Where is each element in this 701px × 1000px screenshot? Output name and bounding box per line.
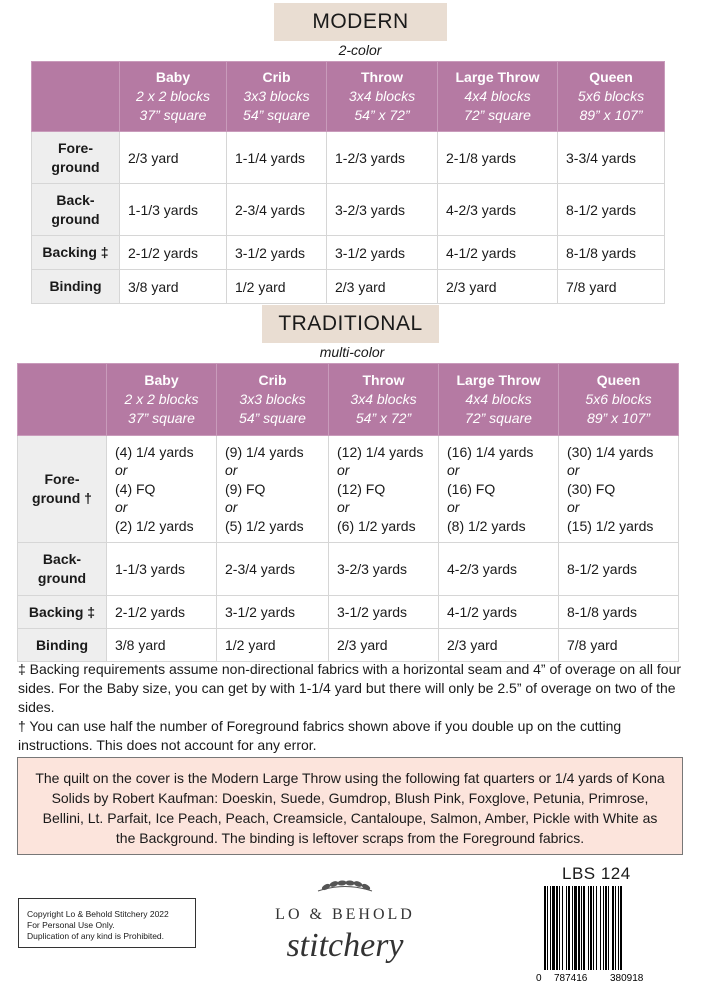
barcode-bar bbox=[608, 886, 609, 970]
table-cell: 8-1/8 yards bbox=[559, 596, 679, 629]
table-cell: 4-1/2 yards bbox=[439, 596, 559, 629]
quantity-text: (9) 1/4 yards bbox=[225, 443, 304, 460]
copyright-line: Copyright Lo & Behold Stitchery 2022 bbox=[27, 909, 169, 919]
table-cell: 4-2/3 yards bbox=[439, 543, 559, 596]
modern-header-corner bbox=[32, 62, 120, 132]
quantity-text: (9) FQ bbox=[225, 480, 266, 497]
or-text: or bbox=[115, 499, 128, 516]
or-text: or bbox=[567, 462, 580, 479]
table-cell: 2-1/8 yards bbox=[438, 132, 558, 184]
or-text: or bbox=[337, 462, 350, 479]
barcode-bar bbox=[559, 886, 560, 970]
barcode-bar bbox=[566, 886, 567, 970]
barcode-bar bbox=[615, 886, 616, 970]
column-size: 37” square bbox=[128, 410, 195, 426]
table-cell: 8-1/2 yards bbox=[558, 184, 665, 236]
quantity-text: (2) 1/2 yards bbox=[115, 517, 194, 534]
table-cell: 1/2 yard bbox=[227, 270, 327, 304]
traditional-header-corner bbox=[18, 364, 107, 436]
barcode-bar bbox=[590, 886, 592, 970]
traditional-header-large-throw bbox=[439, 364, 559, 436]
barcode-bar bbox=[618, 886, 619, 970]
barcode-digit-left: 0 bbox=[536, 973, 542, 984]
table-cell: 8-1/8 yards bbox=[558, 236, 665, 270]
laurel-icon bbox=[318, 881, 372, 891]
modern-header-throw bbox=[327, 62, 438, 132]
backing-footnote: ‡ Backing requirements assume non-directional fabrics with a horizontal seam and 4” of overage on all four sides. For the Baby size, you can get by with 1-1/4 yard but there will only be 2.5” of overage on two of the sides. bbox=[18, 661, 682, 715]
column-blocks: 3x3 blocks bbox=[239, 391, 306, 407]
cover-quilt-note: The quilt on the cover is the Modern Large Throw using the following fat quarters or 1/4 yards of Kona Solids by Robert Kaufman: Doeskin, Suede, Gumdrop, Blush Pink, Foxglove, Petunia, Primrose, Bellini, Lt. Parfait, Ice Peach, Peach, Creamsicle, Cantaloupe, Salmon, Amber, Pickle with White as the Background. The binding is leftover scraps from the Foreground fabrics. bbox=[17, 757, 683, 855]
table-row bbox=[32, 132, 665, 184]
barcode bbox=[534, 884, 668, 984]
quantity-text: (4) FQ bbox=[115, 480, 156, 497]
traditional-title: TRADITIONAL bbox=[262, 305, 439, 343]
column-blocks: 5x6 blocks bbox=[577, 88, 645, 104]
row-label: Backing ‡ bbox=[32, 236, 120, 270]
barcode-bar bbox=[547, 886, 548, 970]
column-size: 37” square bbox=[139, 107, 207, 123]
table-cell: 3-1/2 yards bbox=[227, 236, 327, 270]
table-cell: 2/3 yard bbox=[329, 629, 439, 662]
foreground-footnote: † You can use half the number of Foreground fabrics shown above if you double up on the cutting instructions. This does not account for any error. bbox=[18, 718, 622, 753]
column-size: 54” square bbox=[243, 107, 310, 123]
column-size: 89” x 107” bbox=[586, 410, 651, 426]
logo-brand: LO & BEHOLD bbox=[275, 906, 415, 923]
table-row bbox=[32, 270, 665, 304]
row-label: Back- ground bbox=[32, 184, 120, 236]
table-cell: 3/8 yard bbox=[120, 270, 227, 304]
table-cell: 1-1/4 yards bbox=[227, 132, 327, 184]
traditional-header-crib bbox=[217, 364, 329, 436]
column-size: 72” square bbox=[464, 107, 531, 123]
column-blocks: 2 x 2 blocks bbox=[124, 391, 199, 407]
column-name: Baby bbox=[155, 69, 191, 85]
traditional-header-row bbox=[18, 364, 679, 436]
barcode-bars bbox=[544, 886, 622, 970]
column-blocks: 3x4 blocks bbox=[350, 391, 417, 407]
table-row bbox=[32, 236, 665, 270]
barcode-bar bbox=[600, 886, 601, 970]
column-blocks: 3x4 blocks bbox=[348, 88, 416, 104]
table-cell: 3-1/2 yards bbox=[327, 236, 438, 270]
column-blocks: 2 x 2 blocks bbox=[136, 88, 210, 104]
barcode-digits-right: 380918 bbox=[610, 973, 644, 984]
row-label: Backing ‡ bbox=[18, 596, 107, 629]
quantity-text: (16) 1/4 yards bbox=[447, 443, 534, 460]
quantity-text: (12) FQ bbox=[337, 480, 386, 497]
modern-header-large-throw bbox=[438, 62, 558, 132]
table-cell bbox=[217, 436, 329, 543]
modern-header-row bbox=[32, 62, 665, 132]
barcode-bar bbox=[556, 886, 558, 970]
table-cell: 2-3/4 yards bbox=[217, 543, 329, 596]
or-text: or bbox=[337, 499, 350, 516]
barcode-bar bbox=[552, 886, 555, 970]
column-name: Queen bbox=[596, 372, 641, 388]
column-blocks: 3x3 blocks bbox=[243, 88, 310, 104]
column-blocks: 4x4 blocks bbox=[465, 391, 532, 407]
quantity-text: (15) 1/2 yards bbox=[567, 517, 654, 534]
brand-logo bbox=[250, 878, 440, 988]
row-label: Binding bbox=[18, 629, 107, 662]
column-size: 54” square bbox=[239, 410, 306, 426]
row-label: Fore- ground bbox=[32, 132, 120, 184]
copyright-box bbox=[18, 898, 196, 948]
table-row bbox=[18, 543, 679, 596]
barcode-bar bbox=[578, 886, 580, 970]
pattern-code: LBS 124 bbox=[562, 864, 631, 883]
barcode-bar bbox=[605, 886, 607, 970]
table-cell: 4-1/2 yards bbox=[438, 236, 558, 270]
row-label: Binding bbox=[32, 270, 120, 304]
or-text: or bbox=[447, 499, 460, 516]
table-cell: 1-2/3 yards bbox=[327, 132, 438, 184]
modern-subtitle: 2-color bbox=[338, 42, 382, 58]
column-size: 89” x 107” bbox=[579, 107, 643, 123]
or-text: or bbox=[225, 499, 238, 516]
usage-line: For Personal Use Only. bbox=[27, 920, 115, 930]
column-name: Large Throw bbox=[455, 69, 540, 85]
table-cell: 2/3 yard bbox=[439, 629, 559, 662]
table-cell: 2/3 yard bbox=[120, 132, 227, 184]
duplication-line: Duplication of any kind is Prohibited. bbox=[27, 931, 165, 941]
table-cell bbox=[329, 436, 439, 543]
barcode-bar bbox=[544, 886, 546, 970]
table-cell: 3-3/4 yards bbox=[558, 132, 665, 184]
modern-header-baby bbox=[120, 62, 227, 132]
column-blocks: 5x6 blocks bbox=[585, 391, 652, 407]
table-cell bbox=[559, 436, 679, 543]
table-row bbox=[18, 629, 679, 662]
column-name: Crib bbox=[258, 372, 287, 388]
table-cell: 7/8 yard bbox=[558, 270, 665, 304]
column-size: 54” x 72” bbox=[354, 107, 410, 123]
or-text: or bbox=[567, 499, 580, 516]
traditional-table bbox=[17, 363, 679, 662]
column-size: 72” square bbox=[465, 410, 532, 426]
quantity-text: (12) 1/4 yards bbox=[337, 443, 424, 460]
modern-title: MODERN bbox=[274, 3, 447, 41]
barcode-bar bbox=[620, 886, 622, 970]
table-cell: 1/2 yard bbox=[217, 629, 329, 662]
traditional-header-throw bbox=[329, 364, 439, 436]
column-size: 54” x 72” bbox=[355, 410, 412, 426]
row-label: Back- ground bbox=[18, 543, 107, 596]
table-cell: 2-1/2 yards bbox=[120, 236, 227, 270]
barcode-bar bbox=[572, 886, 573, 970]
barcode-bar bbox=[603, 886, 604, 970]
quantity-text: (30) FQ bbox=[567, 480, 616, 497]
column-name: Crib bbox=[262, 69, 291, 85]
table-cell: 7/8 yard bbox=[559, 629, 679, 662]
footnotes bbox=[18, 660, 688, 755]
column-name: Throw bbox=[361, 69, 403, 85]
barcode-bar bbox=[562, 886, 563, 970]
column-blocks: 4x4 blocks bbox=[464, 88, 531, 104]
quantity-text: (6) 1/2 yards bbox=[337, 517, 416, 534]
modern-header-crib bbox=[227, 62, 327, 132]
quantity-text: (5) 1/2 yards bbox=[225, 517, 304, 534]
table-cell: 2/3 yard bbox=[327, 270, 438, 304]
table-row bbox=[18, 436, 679, 543]
barcode-bar bbox=[568, 886, 570, 970]
table-cell bbox=[107, 436, 217, 543]
table-cell: 4-2/3 yards bbox=[438, 184, 558, 236]
barcode-bar bbox=[612, 886, 614, 970]
row-label: Fore- ground † bbox=[18, 436, 107, 543]
barcode-bar bbox=[588, 886, 589, 970]
table-cell: 3-2/3 yards bbox=[327, 184, 438, 236]
table-cell: 2/3 yard bbox=[438, 270, 558, 304]
traditional-subtitle: multi-color bbox=[319, 344, 385, 360]
barcode-bar bbox=[593, 886, 594, 970]
traditional-header-baby bbox=[107, 364, 217, 436]
logo-script: stitchery bbox=[286, 927, 404, 964]
traditional-header-queen bbox=[559, 364, 679, 436]
table-cell: 3-2/3 yards bbox=[329, 543, 439, 596]
quantity-text: (8) 1/2 yards bbox=[447, 517, 526, 534]
quantity-text: (4) 1/4 yards bbox=[115, 443, 194, 460]
barcode-bar bbox=[550, 886, 551, 970]
quantity-text: (16) FQ bbox=[447, 480, 496, 497]
or-text: or bbox=[225, 462, 238, 479]
table-cell: 3-1/2 yards bbox=[329, 596, 439, 629]
barcode-bar bbox=[581, 886, 582, 970]
table-row bbox=[18, 596, 679, 629]
barcode-bar bbox=[583, 886, 585, 970]
column-name: Throw bbox=[362, 372, 405, 388]
table-row bbox=[32, 184, 665, 236]
modern-header-queen bbox=[558, 62, 665, 132]
table-cell: 2-3/4 yards bbox=[227, 184, 327, 236]
barcode-bar bbox=[574, 886, 577, 970]
table-cell: 3/8 yard bbox=[107, 629, 217, 662]
barcode-digits-mid: 787416 bbox=[554, 973, 588, 984]
table-cell: 8-1/2 yards bbox=[559, 543, 679, 596]
column-name: Baby bbox=[144, 372, 179, 388]
column-name: Large Throw bbox=[456, 372, 541, 388]
table-cell bbox=[439, 436, 559, 543]
barcode-bar bbox=[596, 886, 597, 970]
table-cell: 1-1/3 yards bbox=[120, 184, 227, 236]
or-text: or bbox=[115, 462, 128, 479]
table-cell: 3-1/2 yards bbox=[217, 596, 329, 629]
quantity-text: (30) 1/4 yards bbox=[567, 443, 654, 460]
or-text: or bbox=[447, 462, 460, 479]
table-cell: 1-1/3 yards bbox=[107, 543, 217, 596]
modern-table bbox=[31, 61, 665, 304]
table-cell: 2-1/2 yards bbox=[107, 596, 217, 629]
column-name: Queen bbox=[589, 69, 633, 85]
